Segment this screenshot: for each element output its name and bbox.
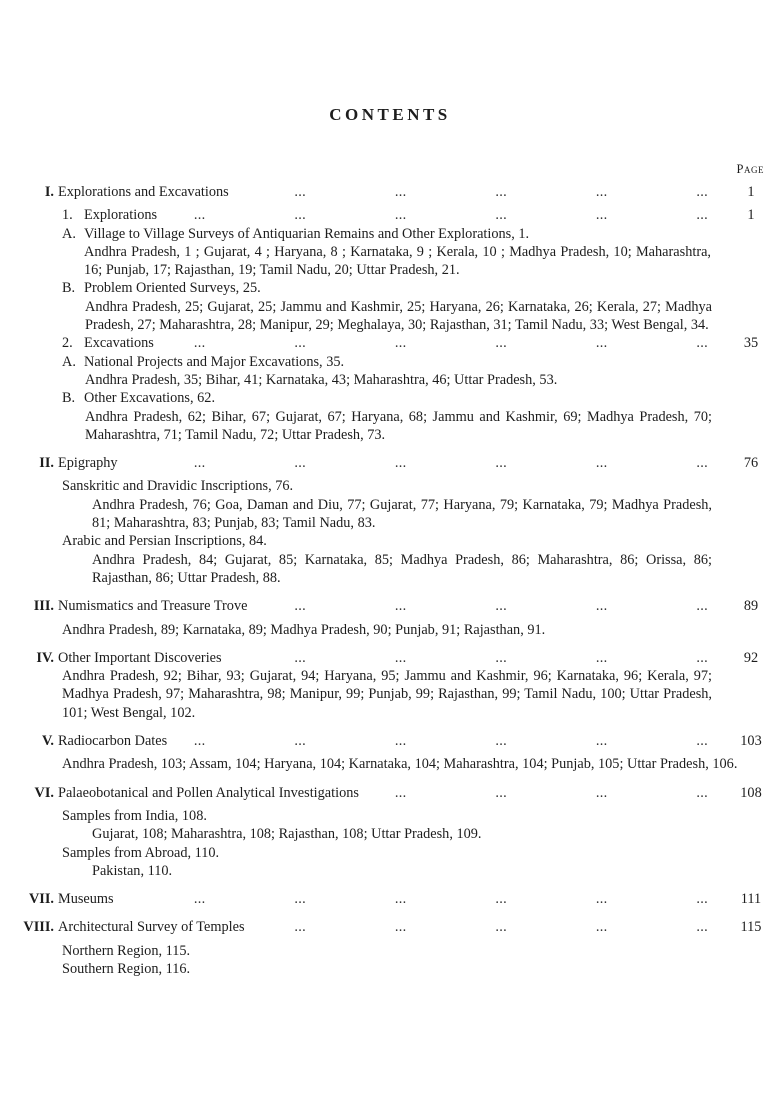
toc-entry-architectural-survey[interactable] (0, 918, 780, 936)
section-number: VI. (34, 784, 54, 801)
page-number: 1 (747, 207, 755, 224)
section-title: Palaeobotanical and Pollen Analytical Investigations (58, 784, 359, 801)
state-list: Andhra Pradesh, 1 ; Gujarat, 4 ; Haryana, 8 ; Karnataka, 9 ; Kerala, 10 ; Madhya Pradesh, 10; Maharashtra, 16; Punjab, 17; Rajasthan, 19; Tamil Nadu, 20; Uttar Pradesh, 21. (84, 243, 711, 279)
toc-entry-other-discoveries[interactable] (0, 649, 780, 667)
section-title: Architectural Survey of Temples (58, 919, 245, 936)
page-number: 103 (740, 733, 762, 750)
subentry-title: Samples from Abroad, 110. (62, 844, 220, 861)
section-title: Explorations and Excavations (58, 184, 229, 200)
section-number: V. (41, 733, 54, 750)
toc-entry-excavations[interactable] (0, 334, 780, 352)
section-number: VIII. (23, 919, 54, 936)
dot-leader (367, 784, 708, 802)
section-number: VII. (28, 891, 54, 908)
dot-leader (175, 732, 708, 750)
section-title: Numismatics and Treasure Trove (58, 598, 248, 615)
toc-entry-museums[interactable] (0, 890, 780, 908)
toc-entry-explorations-and-excavations[interactable] (0, 183, 780, 201)
dot-leader (126, 454, 708, 472)
toc-subentry (0, 389, 780, 407)
page-number: 111 (740, 891, 762, 908)
toc-entry-radiocarbon-dates[interactable] (0, 732, 780, 750)
state-list: Andhra Pradesh, 25; Gujarat, 25; Jammu and Kashmir, 25; Haryana, 26; Karnataka, 26; Kerala, 27; Madhya Pradesh, 27; Maharashtra, 28; Manipur, 29; Meghalaya, 30; Rajasthan, 31; Tamil Nadu, 33; West Bengal, 34. (85, 298, 712, 334)
section-title: Museums (58, 891, 114, 908)
toc-entry-explorations[interactable] (0, 206, 780, 224)
state-list: Pakistan, 110. (92, 862, 173, 879)
section-number: III. (33, 598, 54, 615)
page-number: 1 (747, 184, 755, 200)
subentry-letter: B. (62, 280, 76, 297)
subentry-letter: A. (62, 225, 76, 242)
subsection-title: Excavations (84, 335, 154, 352)
subentry-title: Sanskritic and Dravidic Inscriptions, 76. (62, 478, 294, 495)
state-list: Gujarat, 108; Maharashtra, 108; Rajasthan, 108; Uttar Pradesh, 109. (92, 826, 482, 843)
dot-leader (237, 183, 708, 201)
subentry-title: Arabic and Persian Inscriptions, 84. (62, 533, 267, 550)
section-number: IV. (36, 649, 54, 666)
page-number: 35 (743, 335, 759, 352)
toc-entry-palaeobotanical[interactable] (0, 784, 780, 802)
subentry-title: Northern Region, 115. (62, 942, 191, 959)
toc-subentry (0, 225, 780, 243)
page-number: 115 (740, 919, 762, 936)
page-number: 92 (743, 649, 759, 666)
section-number: II. (39, 455, 54, 472)
subentry-title: Southern Region, 116. (62, 960, 191, 977)
page-column-header: Page (736, 162, 764, 176)
subentry-letter: A. (62, 353, 76, 370)
subsection-number: 1. (62, 207, 73, 224)
section-number: I. (44, 184, 54, 200)
state-list: Andhra Pradesh, 103; Assam, 104; Haryana, 104; Karnataka, 104; Maharashtra, 104; Punjab, 105; Uttar Pradesh, 106. (62, 756, 738, 773)
toc-subentry (0, 279, 780, 297)
toc-entry-numismatics[interactable] (0, 597, 780, 615)
state-list: Andhra Pradesh, 89; Karnataka, 89; Madhya Pradesh, 90; Punjab, 91; Rajasthan, 91. (62, 621, 546, 638)
toc-entry-epigraphy[interactable] (0, 454, 780, 472)
subentry-title: Village to Village Surveys of Antiquarian Remains and Other Explorations, 1. (84, 225, 530, 242)
toc-subentry (0, 353, 780, 371)
state-list: Andhra Pradesh, 76; Goa, Daman and Diu, 77; Gujarat, 77; Haryana, 79; Karnataka, 79; Madhya Pradesh, 81; Maharashtra, 83; Punjab, 83; Tamil Nadu, 83. (92, 496, 712, 532)
subsection-title: Explorations (84, 207, 158, 224)
dot-leader (122, 890, 708, 908)
dot-leader (230, 649, 708, 667)
dot-leader (255, 597, 708, 615)
subentry-title: Problem Oriented Surveys, 25. (84, 280, 261, 297)
dot-leader (165, 206, 708, 224)
page-title: CONTENTS (329, 105, 451, 124)
subentry-title: Other Excavations, 62. (84, 390, 216, 407)
state-list: Andhra Pradesh, 35; Bihar, 41; Karnataka, 43; Maharashtra, 46; Uttar Pradesh, 53. (85, 371, 558, 388)
table-of-contents (0, 183, 780, 978)
subentry-title: Samples from India, 108. (62, 807, 207, 824)
dot-leader (253, 918, 708, 936)
subsection-number: 2. (62, 335, 73, 352)
page-number: 76 (743, 455, 759, 472)
section-title: Radiocarbon Dates (58, 733, 168, 750)
state-list: Andhra Pradesh, 84; Gujarat, 85; Karnataka, 85; Madhya Pradesh, 86; Maharashtra, 86; Orissa, 86; Rajasthan, 86; Uttar Pradesh, 88. (92, 551, 712, 586)
subentry-letter: B. (62, 390, 76, 407)
state-list: Andhra Pradesh, 92; Bihar, 93; Gujarat, 94; Haryana, 95; Jammu and Kashmir, 96; Karnataka, 96; Kerala, 97; Madhya Pradesh, 97; Maharashtra, 98; Manipur, 99; Punjab, 99; Rajasthan, 99; Tamil Nadu, 100; Uttar Pradesh, 101; West Bengal, 102. (62, 668, 712, 721)
dot-leader (162, 334, 708, 352)
section-title: Epigraphy (58, 455, 118, 472)
page-number: 89 (743, 598, 759, 615)
section-title: Other Important Discoveries (58, 649, 222, 666)
subentry-title: National Projects and Major Excavations, 35. (84, 353, 345, 370)
page-number: 108 (740, 784, 762, 801)
state-list: Andhra Pradesh, 62; Bihar, 67; Gujarat, 67; Haryana, 68; Jammu and Kashmir, 69; Madhya Pradesh, 70; Maharashtra, 71; Tamil Nadu, 72; Uttar Pradesh, 73. (85, 408, 712, 443)
